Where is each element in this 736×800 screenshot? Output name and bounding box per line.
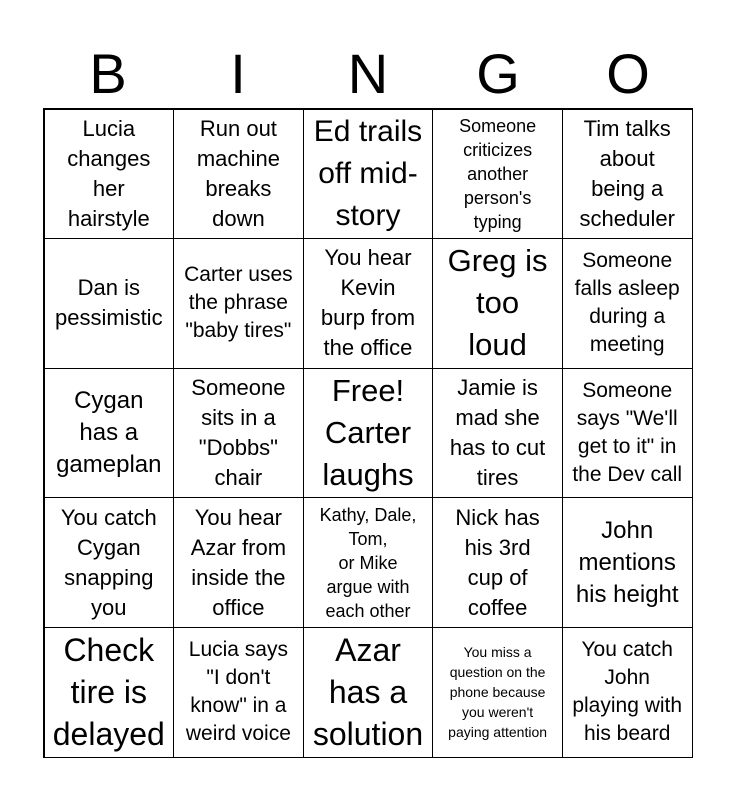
bingo-cell[interactable]	[44, 627, 175, 758]
cell-text: Check tire is delayed	[52, 632, 165, 753]
cell-text: Lucia changes her hairstyle	[67, 115, 151, 231]
bingo-cell[interactable]	[303, 238, 434, 369]
cell-text: You hear Azar from inside the office	[190, 504, 287, 620]
bingo-cell[interactable]	[303, 109, 434, 240]
header-letter-o: O	[606, 42, 650, 105]
bingo-cell[interactable]	[562, 109, 693, 240]
cell-text: Someone criticizes another person's typing	[459, 115, 537, 232]
bingo-cell[interactable]	[432, 109, 563, 240]
cell-text: You catch Cygan snapping you	[60, 504, 157, 620]
cell-text: Free! Carter laughs	[322, 373, 414, 492]
bingo-cell[interactable]	[44, 109, 175, 240]
cell-text: Run out machine breaks down	[196, 115, 280, 231]
bingo-free-cell[interactable]	[303, 368, 434, 499]
cell-text: Azar has a solution	[312, 632, 424, 753]
bingo-cell[interactable]	[44, 238, 175, 369]
bingo-cell[interactable]	[173, 368, 304, 499]
bingo-header	[43, 40, 693, 108]
bingo-cell[interactable]	[303, 627, 434, 758]
bingo-cell[interactable]	[44, 368, 175, 499]
cell-text: Someone falls asleep during a meeting	[574, 249, 680, 357]
header-letter-n: N	[347, 42, 389, 105]
bingo-cell[interactable]	[562, 238, 693, 369]
cell-text: You miss a question on the phone because you weren't paying attention	[448, 644, 548, 741]
bingo-cell[interactable]	[432, 497, 563, 628]
bingo-cell[interactable]	[432, 627, 563, 758]
cell-text: Someone says "We'll get to it" in the Dev call	[572, 378, 683, 486]
cell-text: Jamie is mad she has to cut tires	[449, 374, 546, 490]
bingo-cell[interactable]	[562, 368, 693, 499]
cell-text: You catch John playing with his beard	[572, 638, 683, 746]
cell-text: Greg is too loud	[447, 243, 548, 363]
cell-text: Cygan has a gameplan	[56, 386, 162, 478]
header-letter-g: G	[476, 42, 520, 105]
bingo-cell[interactable]	[173, 109, 304, 240]
bingo-cell[interactable]	[173, 627, 304, 758]
cell-text: Dan is pessimistic	[55, 275, 163, 331]
cell-text: Lucia says "I don't know" in a weird voice	[185, 638, 291, 746]
bingo-cell[interactable]	[562, 497, 693, 628]
bingo-cell[interactable]	[173, 497, 304, 628]
bingo-board	[43, 108, 693, 758]
cell-text: Ed trails off mid- story	[313, 114, 423, 232]
bingo-cell[interactable]	[432, 238, 563, 369]
cell-text: Nick has his 3rd cup of coffee	[455, 504, 540, 620]
cell-text: Kathy, Dale, Tom, or Mike argue with each other	[319, 504, 417, 621]
header-letter-b: B	[89, 42, 127, 105]
cell-text: You hear Kevin burp from the office	[320, 245, 416, 361]
bingo-cell[interactable]	[173, 238, 304, 369]
header-letter-i: I	[230, 42, 246, 105]
bingo-cell[interactable]	[303, 497, 434, 628]
cell-text: Tim talks about being a scheduler	[579, 115, 675, 231]
cell-text: Someone sits in a "Dobbs" chair	[191, 374, 286, 490]
cell-text: John mentions his height	[575, 516, 679, 608]
bingo-cell[interactable]	[562, 627, 693, 758]
cell-text: Carter uses the phrase "baby tires"	[184, 263, 293, 343]
bingo-cell[interactable]	[44, 497, 175, 628]
bingo-cell[interactable]	[432, 368, 563, 499]
